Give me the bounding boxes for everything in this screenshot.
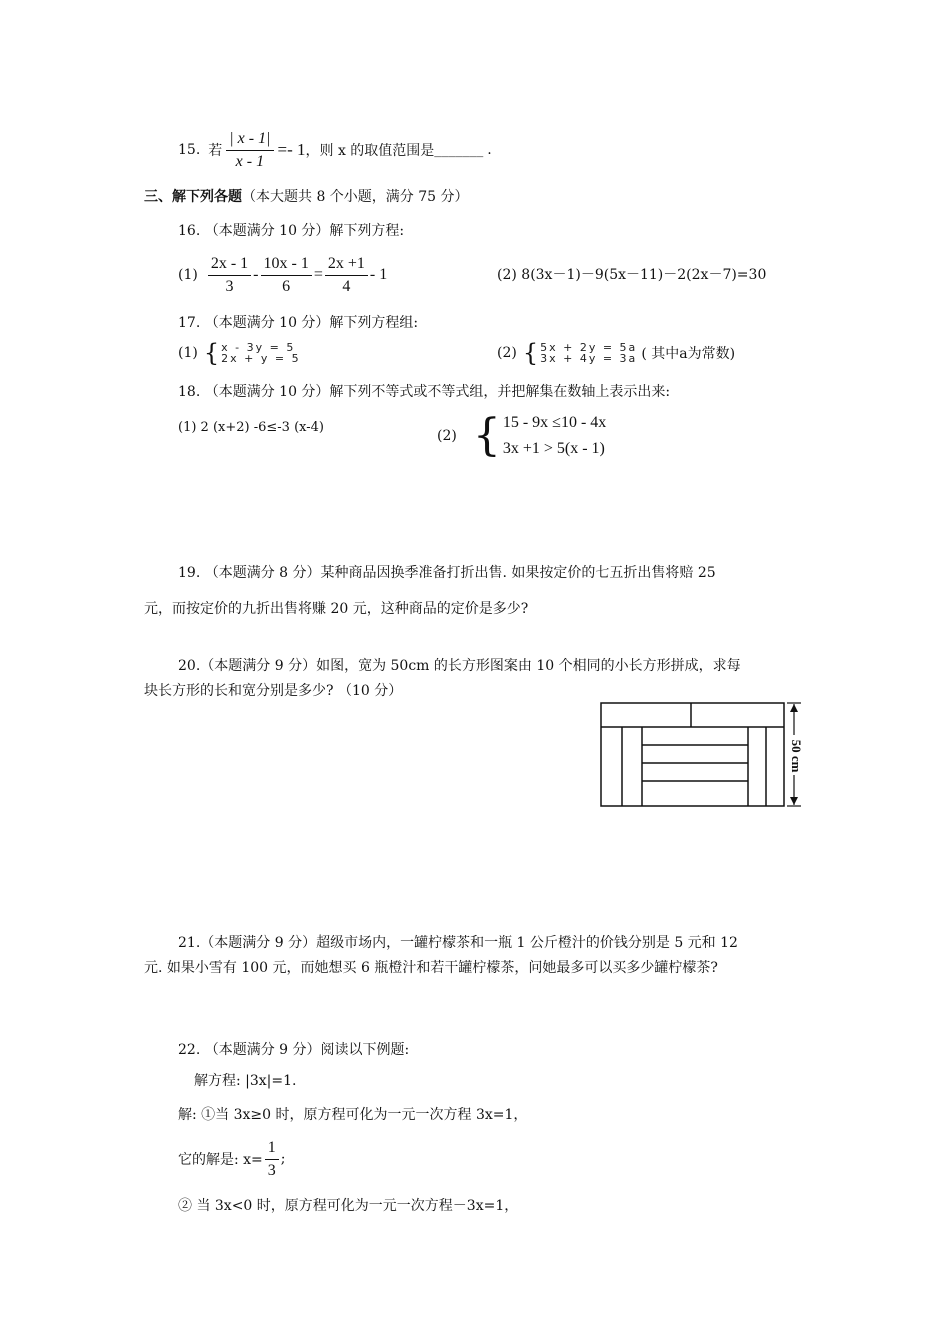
q22-line3-prefix: 它的解是: x= — [178, 1152, 263, 1168]
q15-fraction-numerator: | x - 1| — [226, 130, 273, 151]
q16-fraction-1 — [208, 255, 251, 296]
q18-p2-ineq2: 3x +1 > 5(x - 1) — [502, 440, 605, 457]
q16-f3-num: 2x +1 — [325, 255, 368, 276]
q17-p2-eq1: 5x + 2y = 5a — [540, 341, 638, 354]
q18-part2 — [437, 408, 606, 464]
q22-fraction — [265, 1139, 279, 1180]
q16-stem: 16. （本题满分 10 分）解下列方程: — [178, 223, 405, 239]
q15-fraction-denominator: x - 1 — [235, 152, 265, 170]
q15-suffix: ，则 x 的取值范围是 — [305, 143, 435, 159]
q20-figure-label: 50 cm — [789, 739, 804, 773]
q15-line — [178, 126, 492, 174]
q16-equals: = — [313, 266, 323, 283]
rectangle-pattern-diagram — [598, 700, 818, 810]
q17-brace-2: { — [522, 339, 539, 367]
q17-part1 — [178, 340, 301, 366]
q15-end: . — [487, 142, 492, 158]
q16-part2: (2) 8(3x－1)－9(5x－11)－2(2x－7)=30 — [497, 267, 767, 283]
q19-line2: 元，而按定价的九折出售将赚 20 元，这种商品的定价是多少? — [144, 601, 529, 617]
q22-line1: 解方程: |3x|=1. — [194, 1073, 297, 1089]
q17-part1-label: (1) — [178, 345, 198, 361]
q16-f1-num: 2x - 1 — [208, 255, 251, 276]
q17-p2-note: ( 其中a为常数) — [641, 346, 736, 362]
q16-f3-den: 4 — [342, 277, 351, 295]
q16-f1-den: 3 — [225, 277, 234, 295]
q22-fraction-num: 1 — [265, 1139, 279, 1160]
q16-f2-num: 10x - 1 — [261, 255, 312, 276]
q16-tail: - 1 — [369, 266, 388, 283]
q22-line2: 解: ①当 3x≥0 时，原方程可化为一元一次方程 3x=1， — [178, 1107, 528, 1123]
q15-prefix: 若 — [208, 143, 223, 159]
q20-line2: 块长方形的长和宽分别是多少? （10 分） — [144, 683, 403, 699]
q18-brace: { — [472, 410, 501, 461]
q15-number: 15. — [178, 142, 201, 158]
q15-blank: _______ — [434, 142, 484, 158]
q22-fraction-den: 3 — [267, 1161, 276, 1179]
q17-part2 — [497, 340, 735, 366]
q22-line3 — [178, 1138, 286, 1180]
q16-fraction-3 — [325, 255, 368, 296]
q22-line4: ② 当 3x<0 时，原方程可化为一元一次方程－3x=1， — [178, 1198, 519, 1214]
q21-line2: 元. 如果小雪有 100 元，而她想买 6 瓶橙汁和若干罐柠檬茶，问她最多可以买多少罐柠檬茶? — [144, 960, 718, 976]
q19-line1: 19. （本题满分 8 分）某种商品因换季准备打折出售. 如果按定价的七五折出售将赔 25 — [178, 565, 716, 581]
q17-brace-1: { — [203, 339, 220, 367]
q17-p2-eq2: 3x + 4y = 3a — [540, 352, 638, 365]
q17-stem: 17. （本题满分 10 分）解下列方程组: — [178, 315, 419, 331]
q17-part2-label: (2) — [497, 345, 517, 361]
section-title: 三、解下列各题 — [144, 189, 242, 205]
q16-fraction-2 — [261, 255, 312, 296]
q18-part1: (1) 2 (x+2) -6≤-3 (x-4) — [178, 420, 324, 435]
q21-line1: 21.（本题满分 9 分）超级市场内，一罐柠檬茶和一瓶 1 公斤橙汁的价钱分别是 5 元和 12 — [178, 935, 738, 951]
q17-p1-eq1: x - 3y = 5 — [221, 341, 296, 354]
q16-part1-label: (1) — [178, 267, 198, 283]
q20-figure — [598, 700, 818, 810]
section-note: （本大题共 8 个小题，满分 75 分） — [242, 189, 469, 205]
q15-fraction — [226, 130, 273, 171]
q22-line3-suffix: ; — [280, 1151, 286, 1167]
section-header — [144, 186, 469, 206]
q18-p2-ineq1: 15 - 9x ≤10 - 4x — [502, 414, 607, 431]
q18-stem: 18. （本题满分 10 分）解下列不等式或不等式组，并把解集在数轴上表示出来: — [178, 384, 671, 400]
q16-f2-den: 6 — [282, 277, 291, 295]
q18-part2-label: (2) — [437, 428, 457, 444]
q16-minus: - — [253, 266, 259, 283]
q20-line1: 20.（本题满分 9 分）如图，宽为 50cm 的长方形图案由 10 个相同的小长方形拼成，求每 — [178, 658, 741, 674]
q22-stem: 22. （本题满分 9 分）阅读以下例题: — [178, 1042, 410, 1058]
q15-rhs: =- 1 — [277, 140, 306, 159]
q16-part1 — [178, 252, 387, 298]
q17-p1-eq2: 2x + y = 5 — [221, 352, 301, 365]
